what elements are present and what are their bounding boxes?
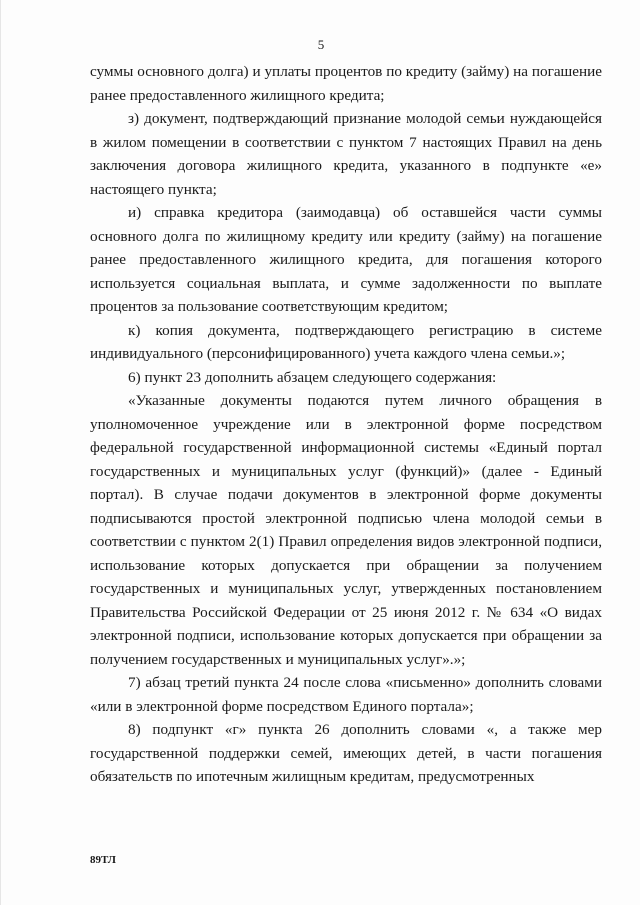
page-number: 5 (317, 37, 325, 52)
paragraph-point-6: 6) пункт 23 дополнить абзацем следующего содержания: (128, 368, 497, 386)
paragraph-point-7: 7) абзац третий пункта 24 после слова «письменно» дополнить словами «или в электронной форме посредством Единого портала»; (90, 674, 602, 715)
document-body (90, 60, 602, 789)
paragraph-point-8: 8) подпункт «г» пункта 26 дополнить словами «, а также мер государственной поддержки семей, имеющих детей, в части погашения обязательств по ипотечным жилищным кредитам, предусмотренных (90, 721, 602, 785)
paragraph-item-z: з) документ, подтверждающий признание молодой семьи нуждающейся в жилом помещении в соответствии с пунктом 7 настоящих Правил на день заключения договора жилищного кредита, указанного в подпункте «е» настоящего пункта; (90, 110, 602, 198)
paragraph-item-i: и) справка кредитора (заимодавца) об оставшейся части суммы основного долга по жилищному кредиту или кредиту (займу) на погашение ранее предоставленного жилищного кредита, для погашения которого используется социальная выплата, и сумме задолженности по выплате процентов за пользование соответствующим кредитом; (90, 204, 602, 315)
paragraph-quote-documents: «Указанные документы подаются путем личного обращения в уполномоченное учреждение или в электронной форме посредством федеральной государственной информационной системы «Единый портал государственных и муниципальных услуг (функций)» (далее - Единый портал). В случае подачи документов в электронной форме документы подписываются простой электронной подписью члена молодой семьи в соответствии с пунктом 2(1) Правил определения видов электронной подписи, использование которых допускается при обращении за получением государственных и муниципальных услуг, утвержденных постановлением Правительства Российской Федерации от 25 июня 2012 г. № 634 «О видах электронной подписи, использование которых допускается при обращении за получением государственных и муниципальных услуг».»; (90, 392, 602, 668)
document-code: 89ТЛ (90, 854, 116, 866)
paragraph-item-k: к) копия документа, подтверждающего регистрацию в системе индивидуального (персонифицированного) учета каждого члена семьи.»; (90, 321, 602, 362)
paragraph-continuation: суммы основного долга) и уплаты процентов по кредиту (займу) на погашение ранее предоставленного жилищного кредита; (90, 63, 602, 104)
